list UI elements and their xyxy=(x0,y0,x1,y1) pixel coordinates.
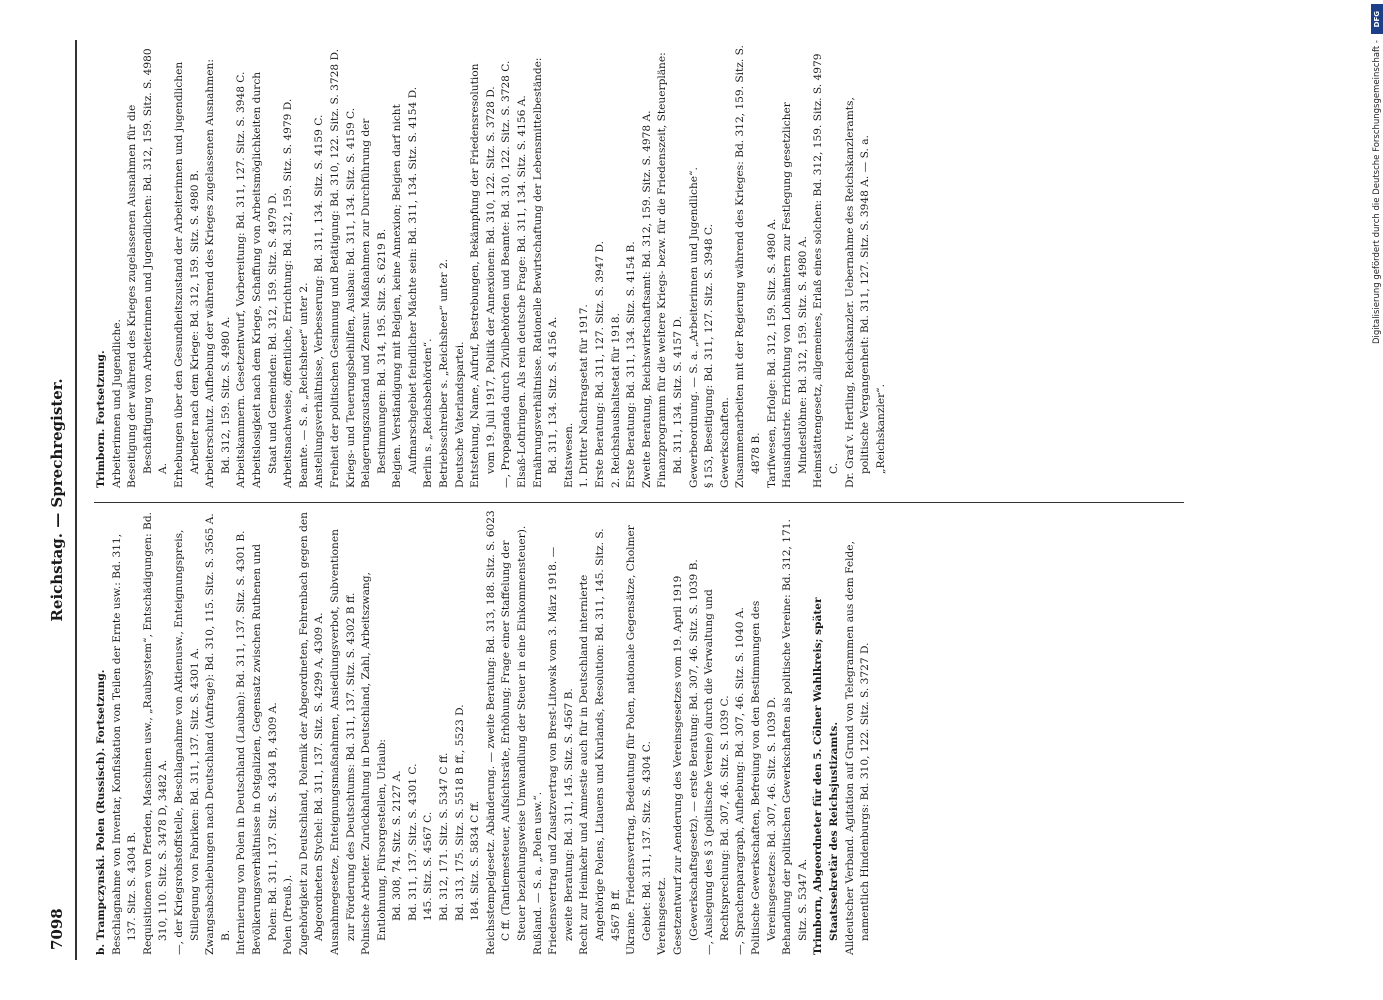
index-entry: Entstehung, Name, Aufruf, Bestrebungen, Bekämpfung der Friedensresolution vom 19. Juli 1917, Politik der Annexionen: Bd. 310, 122. Sitz. S. 3728 D. xyxy=(469,63,497,488)
index-entry: Beamte. — S. a. „Reichsheer“ unter 2. xyxy=(297,282,310,488)
index-entry: Erste Beratung: Bd. 311, 134. Sitz. S. 4154 B. xyxy=(625,241,638,488)
index-entry: Berlin s. „Reichsbehörden“. xyxy=(422,338,435,488)
index-entry: Beschlagnahme von Inventar, Konfiskation von Teilen der Ernte usw.: Bd. 311, 137. Sitz. S. 4304 B. xyxy=(110,533,139,955)
index-entry: Internierung von Polen in Deutschland (Lauban): Bd. 311, 137. Sitz. S. 4301 B. xyxy=(235,530,248,955)
index-entry: Politische Gewerkschaften, Befreiung von den Bestimmungen des Vereinsgesetzes: Bd. 307, 46. Sitz. S. 1039 D. xyxy=(749,600,778,955)
index-entry: Heimstättengesetz, allgemeines, Erlaß eines solchen: Bd. 312, 159. Sitz. S. 4979 C. xyxy=(812,53,840,488)
index-entry: Recht zur Heimkehr und Amnestie auch für in Deutschland internierte Angehörige Polens, Litauens und Kurlands, Resolution: Bd. 311, 145. Sitz. S. 4567 B ff. xyxy=(578,528,622,955)
index-entry: Friedensvertrag und Zusatzvertrag von Brest-Litowsk vom 3. März 1918. — zweite Beratung: Bd. 311, 145. Sitz. S. 4567 B. xyxy=(547,546,575,955)
index-entry: Dr. Graf v. Hertling, Reichskanzler. Uebernahme des Reichskanzleramts, politische Vergangenheit: Bd. 311, 127. Sitz. S. 3948 A. — S. a. „Reichskanzler“. xyxy=(843,97,887,488)
reference-line: Bd. 312, 171. Sitz. S. 5347 C ff. xyxy=(438,752,451,921)
index-entry: —, Auslegung des § 3 (politische Vereine) durch die Verwaltung und Rechtsprechung: Bd. 307, 46. Sitz. S. 1039 C. xyxy=(703,589,731,955)
index-entry: Belgien. Verständigung mit Belgien, keine Annexion; Belgien darf nicht Aufmarschgebiet feindlicher Mächte sein: Bd. 311, 134. Sitz. S. 4154 D. xyxy=(391,86,419,488)
index-entry: Reichsstempelgesetz. Abänderung. — zweite Beratung: Bd. 313, 188. Sitz. S. 6023 C ff. (Tantiemesteuer, Aufsichtsräte, Erhöhung; Frage einer Staffelung der Steuer beziehungsweise Umwandlung der Steuer in eine Einkommensteuer). xyxy=(484,510,529,955)
index-entry: Zugehörigkeit zu Deutschland, Polemik der Abgeordneten, Fehrenbach gegen den Abgeordneten Stychel: Bd. 311, 137. Sitz. S. 4299 A, 4309 A. xyxy=(297,512,326,955)
index-entry: Belagerungszustand und Zensur. Maßnahmen zur Durchführung der Bestimmungen: Bd. 314, 195. Sitz. S. 6219 B. xyxy=(360,118,388,488)
index-entry: Gewerkschaften. xyxy=(718,397,731,488)
index-entry: Zweite Beratung, Reichswirtschaftsamt: Bd. 312, 159. Sitz. S. 4978 A. xyxy=(640,110,653,488)
index-heading: Trimborn. Fortsetzung. xyxy=(95,350,107,488)
index-entry: Betriebsschreiber s. „Reichsheer“ unter 2. xyxy=(438,258,451,488)
index-entry: Gesetzentwurf zur Aenderung des Vereinsgesetzes vom 19. April 1919 (Gewerkschaftsgesetz). — erste Beratung: Bd. 307, 46. Sitz. S. 1039 B. xyxy=(671,559,700,955)
index-entry: 2. Reichshaushaltsetat für 1918. xyxy=(609,313,622,488)
index-entry: § 153, Beseitigung: Bd. 311, 127. Sitz. S. 3948 C. xyxy=(703,223,716,488)
reference-line: Bd. 308, 74. Sitz. S. 2127 A. xyxy=(391,770,404,921)
index-entry: Tarifwesen, Erfolge: Bd. 312, 159. Sitz. S. 4980 A. xyxy=(765,218,778,488)
index-entry: Gewerbeordnung. — S. a. „Arbeiterinnen und Jugendliche“. xyxy=(687,167,700,488)
index-entry: Ernährungsverhältnisse. Rationelle Bewirtschaftung der Lebensmittelbestände: Bd. 311, 134. Sitz. S. 4156 A. xyxy=(531,57,560,488)
index-entry: Ukraine. Friedensvertrag, Bedeutung für Polen, nationale Gegensätze, Cholmer Gebiet: Bd. 311, 137. Sitz. S. 4304 C. xyxy=(625,525,653,955)
index-entry: Rußland. — S. a. „Polen usw.“. xyxy=(531,791,544,955)
index-entry: Kriegs- und Teuerungsbeihilfen, Ausbau: Bd. 311, 134. Sitz. S. 4159 C. xyxy=(344,107,357,488)
index-entry: —, der Kriegsrohstoffstelle, Beschlagnahme von Aktienusw., Enteignungspreis, Stillegung von Fabriken: Bd. 311, 137. Sitz. S. 4301 A. xyxy=(172,529,201,955)
index-entry: Etatswesen. xyxy=(562,422,575,488)
page-title: Reichstag. — Sprechregister. xyxy=(48,378,66,622)
index-entry: Zwangsabschiebungen nach Deutschland (Anfrage): Bd. 310, 115. Sitz. S. 3565 A. B. xyxy=(204,513,232,955)
index-entry: Polen (Preuß.). xyxy=(282,874,295,955)
reference-line: 184. Sitz. S. 5834 C ff. xyxy=(469,800,482,921)
reference-line: 145. Sitz. S. 4567 C. xyxy=(422,811,435,921)
index-entry: Arbeitskammern. Gesetzentwurf, Vorbereitung: Bd. 311, 127. Sitz. S. 3948 C. xyxy=(235,71,248,488)
page-number: 7098 xyxy=(48,908,66,950)
reference-line: Bd. 311, 137. Sitz. S. 4301 C. xyxy=(406,763,419,921)
index-entry: Alldeutscher Verband. Agitation auf Grund von Telegrammen aus dem Felde, namentlich Hindenburgs: Bd. 310, 122. Sitz. S. 3727 D. xyxy=(843,541,872,955)
index-entry: Anstellungsverhältnisse, Verbesserung: Bd. 311, 134. Sitz. S. 4159 C. xyxy=(313,114,326,488)
index-entry: Deutsche Vaterlandspartei. xyxy=(453,341,466,488)
index-entry: Elsaß-Lothringen. Als rein deutsche Frage: Bd. 311, 134. Sitz. S. 4156 A. xyxy=(516,95,529,488)
index-entry: Ausnahmegesetze, Enteignungsmaßnahmen, Ansiedlungsverbot, Subventionen zur Förderung des Deutschtums: Bd. 311, 137. Sitz. S. 4302 B ff. xyxy=(328,529,357,955)
index-entry: Erhebungen über den Gesundheitszustand der Arbeiterinnen und jugendlichen Arbeiter nach dem Kriege: Bd. 312, 159. Sitz. S. 4980 B. xyxy=(172,61,201,488)
index-heading: Trimborn, Abgeordneter für den 5. Cölner Wahlkreis; später Staatssekretär des Reichsjustizamts. xyxy=(812,597,840,955)
index-entry: —, Sprachenparagraph, Aufhebung: Bd. 307, 46. Sitz. S. 1040 A. xyxy=(734,607,747,955)
digitization-credit: Digitalisierung gefördert durch die Deutsche Forschungsgemeinschaft - xyxy=(1372,40,1382,344)
index-entry: —, Propaganda durch Zivilbehörden und Beamte: Bd. 310, 122. Sitz. S. 3728 C. xyxy=(500,60,513,488)
left-column xyxy=(94,510,874,955)
index-heading: b. Trampczynski. Polen (Russisch). Fortsetzung. xyxy=(95,669,107,955)
index-entry: Arbeiterschutz. Aufhebung der während des Krieges zugelassenen Ausnahmen: Bd. 312, 159. Sitz. S. 4980 A. xyxy=(204,59,232,488)
page-header xyxy=(48,40,72,960)
dfg-logo-icon: DFG xyxy=(1371,4,1383,34)
index-entry: Arbeitslosigkeit nach dem Kriege, Schaffung von Arbeitsmöglichkeiten durch Staat und Gemeinden: Bd. 312, 159. Sitz. S. 4979 D. xyxy=(250,71,279,488)
index-entry: Polnische Arbeiter. Zurückhaltung in Deutschland, Zahl, Arbeitszwang, Entlohnung, Fürsorgestellen, Urlaub: xyxy=(360,572,388,955)
index-entry: Hausindustrie. Errichtung von Lohnämtern zur Festlegung gesetzlicher Mindestlöhne: Bd. 312, 159. Sitz. S. 4980 A. xyxy=(781,102,809,488)
column-divider xyxy=(94,502,1184,503)
index-entry: Zusammenarbeiten mit der Regierung während des Krieges: Bd. 312, 159. Sitz. S. 4878 B. xyxy=(734,45,762,488)
index-entry: Finanzprogramm für die weitere Kriegs- bezw. für die Friedenszeit, Steuerpläne: Bd. 311, 134. Sitz. S. 4157 D. xyxy=(656,52,684,488)
index-entry: Arbeitsnachweise, öffentliche, Errichtung: Bd. 312, 159. Sitz. S. 4979 D. xyxy=(282,98,295,488)
header-rule xyxy=(75,40,77,960)
right-column xyxy=(94,43,889,488)
index-entry: Freiheit der politischen Gesinnung und Betätigung: Bd. 310, 122. Sitz. S. 3728 D. xyxy=(328,49,341,488)
index-entry: Beseitigung der während des Krieges zugelassenen Ausnahmen für die Beschäftigung von Arbeiterinnen und Jugendlichen: Bd. 312, 159. Sitz. S. 4980 A. xyxy=(126,48,170,488)
index-entry: Erste Beratung: Bd. 311, 127. Sitz. S. 3947 D. xyxy=(594,240,606,488)
index-entry: Requisitionen von Pferden, Maschinen usw., „Raubsystem“, Entschädigungen: Bd. 310, 110. Sitz. S. 3478 D, 3482 A. xyxy=(141,512,170,955)
index-entry: Bevölkerungsverhältnisse in Ostgalizien, Gegensatz zwischen Ruthenen und Polen: Bd. 311, 137. Sitz. S. 4304 B, 4309 A. xyxy=(250,544,279,955)
reference-line: Bd. 313, 175. Sitz. S. 5518 B ff., 5523 D. xyxy=(453,704,466,921)
index-entry: Vereinsgesetz. xyxy=(656,877,669,955)
index-entry: 1. Dritter Nachtragsetat für 1917. xyxy=(578,304,591,488)
index-entry: Arbeiterinnen und Jugendliche. xyxy=(110,319,123,488)
index-entry: Behandlung der politischen Gewerkschaften als politische Vereine: Bd. 312, 171. Sitz. S. 5347 A. xyxy=(781,519,809,955)
